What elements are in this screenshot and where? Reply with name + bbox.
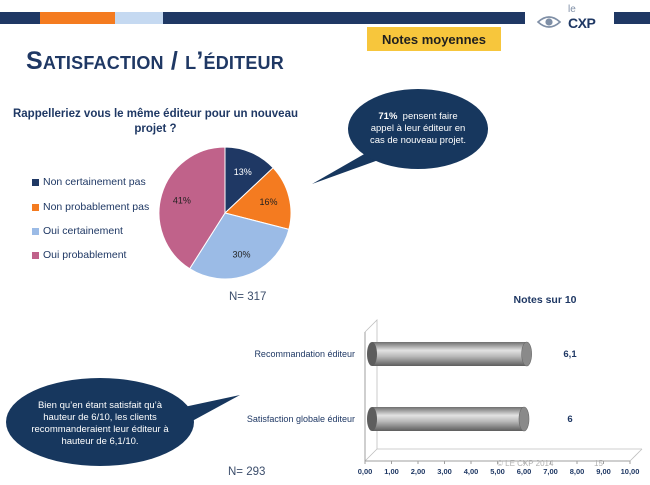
bar-chart: [200, 288, 650, 485]
legend-item-3: [32, 225, 123, 237]
bar-tick-label-1: 0,00: [357, 467, 373, 476]
callout-text-top: [368, 111, 468, 147]
logo-cxp-text: CXP: [568, 15, 596, 31]
pie-slice-label-4: 41%: [172, 195, 191, 206]
bar-tick-label-4: 3,00: [437, 467, 452, 476]
notes-moyennes-badge: Notes moyennes: [367, 27, 501, 51]
header-stripe-2: [40, 12, 115, 24]
copyright-text: © LE CXP 2014: [497, 459, 554, 468]
pie-slice-label-1: 13%: [233, 166, 252, 177]
header-stripe-5: [614, 12, 650, 24]
legend-swatch-4: [32, 252, 39, 259]
bar-tick-label-3: 2,00: [410, 467, 426, 476]
legend-swatch-3: [32, 228, 39, 235]
legend-label-1: Non certainement pas: [43, 176, 146, 188]
callout-top-sentence: pensent faire appel à leur éditeur en cas de nouveau projet.: [369, 111, 467, 146]
legend-label-4: Oui probablement: [43, 249, 127, 261]
bar-tick-label-5: 4,00: [463, 467, 479, 476]
header-stripe-3: [115, 12, 163, 24]
logo-le-text: le: [568, 4, 576, 15]
legend-label-3: Oui certainement: [43, 225, 123, 237]
callout-text-bottom: Bien qu’en étant satisfait qu’à hauteur de 6/10, les clients recommanderaient leur éditeur à hauteur de 6,1/10.: [31, 400, 169, 447]
bar-category-label-2: Satisfaction globale éditeur: [246, 414, 355, 424]
bar-frame-left-wall: [365, 320, 377, 461]
legend-swatch-2: [32, 204, 39, 211]
bar-tick-label-8: 7,00: [543, 467, 558, 476]
bar-cap-2: [519, 407, 529, 431]
bar-tick-label-9: 8,00: [569, 467, 585, 476]
bar-sample-size: N= 293: [228, 466, 266, 478]
pie-sample-size: N= 317: [229, 291, 267, 303]
bar-category-label-1: Recommandation éditeur: [254, 349, 355, 359]
header-stripe-4: [163, 12, 525, 24]
bar-value-label-2: 6: [567, 414, 573, 425]
legend-item-4: [32, 249, 126, 261]
legend-swatch-1: [32, 179, 39, 186]
legend-label-2: Non probablement pas: [43, 201, 150, 213]
bar-tick-label-6: 5,00: [490, 467, 505, 476]
bar-1: [372, 342, 527, 366]
bar-chart-title: Notes sur 10: [513, 294, 577, 306]
page-number: 15: [594, 459, 603, 468]
bar-tick-label-10: 9,00: [596, 467, 611, 476]
bar-base-2: [367, 407, 377, 431]
bar-tick-label-2: 1,00: [384, 467, 399, 476]
eye-logo-icon: [536, 12, 562, 32]
callout-percent: 71%: [378, 111, 398, 122]
bar-value-label-1: 6,1: [563, 349, 577, 360]
page-title: Satisfaction / l’éditeur: [26, 47, 284, 75]
bar-frame-right-floor: [630, 449, 642, 461]
bar-tick-label-11: 10,00: [620, 467, 640, 476]
bar-cap-1: [522, 342, 532, 366]
header-stripe-1: [0, 12, 40, 24]
pie-chart: [155, 143, 295, 283]
legend-item-1: [32, 176, 146, 188]
bar-base-1: [367, 342, 377, 366]
pie-slice-label-3: 30%: [232, 249, 251, 260]
pie-question: Rappelleriez vous le même éditeur pour un nouveau projet ?: [12, 108, 298, 135]
pie-slice-label-2: 16%: [259, 196, 278, 207]
bar-tick-label-7: 6,00: [516, 467, 532, 476]
legend-item-2: [32, 201, 149, 213]
bar-chart-marks: [247, 342, 577, 431]
bar-2: [372, 407, 524, 431]
